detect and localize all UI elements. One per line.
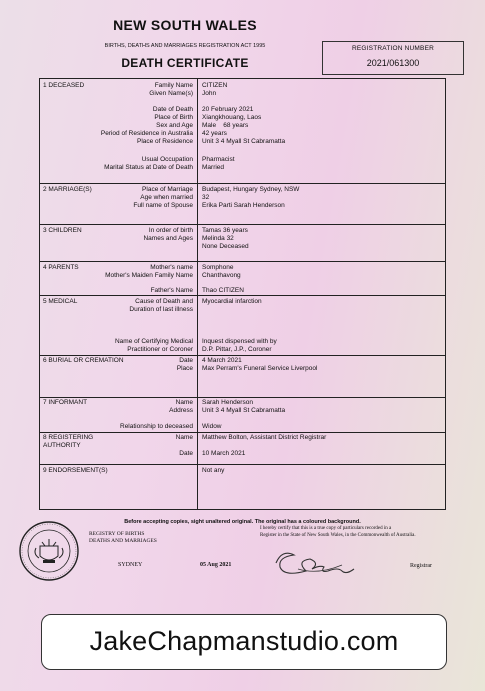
column-divider: [197, 79, 198, 509]
registration-date-label: Date: [179, 450, 193, 457]
father-name-label: Father's Name: [150, 287, 193, 294]
section-marriage-heading: 2 MARRIAGE(S): [43, 186, 92, 193]
section-parents-heading: 4 PARENTS: [43, 264, 79, 271]
illness-duration-label: Duration of last illness: [129, 306, 193, 313]
section-divider: [40, 295, 445, 296]
registrar-name-label: Name: [175, 434, 193, 441]
children-order-label: In order of birth: [148, 227, 193, 234]
place-of-birth-label: Place of Birth: [154, 114, 193, 121]
section-informant-heading: 7 INFORMANT: [43, 399, 88, 406]
section-deceased-heading: 1 DECEASED: [43, 82, 85, 89]
certifying-label: Name of Certifying Medical: [114, 338, 193, 345]
section-medical-heading: 5 MEDICAL: [43, 298, 78, 305]
place-of-residence-label: Place of Residence: [136, 138, 193, 145]
section-divider: [40, 432, 445, 433]
section-divider: [40, 355, 445, 356]
date-of-death-label: Date of Death: [152, 106, 193, 113]
burial-place-label: Place: [176, 365, 193, 372]
registrar-name-value: Matthew Bolton, Assistant District Registrar: [202, 434, 327, 441]
child-line: Melinda 32: [202, 235, 234, 242]
given-names-value: John: [202, 90, 217, 97]
informant-name-value: Sarah Henderson: [202, 399, 253, 406]
act-line: BIRTHS, DEATHS AND MARRIAGES REGISTRATION ACT 1995: [104, 43, 266, 49]
registration-date-value: 10 March 2021: [202, 450, 246, 457]
place-of-residence-value: Unit 3 4 Myall St Cabramatta: [202, 138, 286, 145]
informant-address-value: Unit 3 4 Myall St Cabramatta: [202, 407, 286, 414]
child-line: None Deceased: [202, 243, 249, 250]
marital-status-label: Marital Status at Date of Death: [104, 164, 193, 171]
registrar-label: Registrar: [410, 563, 432, 569]
section-divider: [40, 464, 445, 465]
section-burial-heading: 6 BURIAL OR CREMATION: [43, 357, 124, 364]
relationship-value: Widow: [202, 423, 222, 430]
informant-address-label: Address: [169, 407, 193, 414]
section-registering-heading: 8 REGISTERING: [43, 434, 94, 441]
certifying-value: Inquest dispensed with by: [202, 338, 277, 345]
registration-box: [322, 41, 464, 75]
watermark-banner: [41, 614, 447, 670]
residence-period-value: 42 years: [202, 130, 227, 137]
date-of-death-value: 20 February 2021: [202, 106, 254, 113]
certificate-table: [39, 78, 446, 510]
section-endorsements-heading: 9 ENDORSEMENT(S): [43, 467, 108, 474]
watermark-text: JakeChapmanstudio.com: [89, 626, 399, 656]
residence-period-label: Period of Residence in Australia: [100, 130, 193, 137]
section-divider: [40, 261, 445, 262]
issue-date: 05 Aug 2021: [200, 562, 232, 568]
certifying-value: D.P. Pittar, J.P., Coroner: [202, 346, 272, 353]
given-names-label: Given Name(s): [149, 90, 193, 97]
authenticity-note: Before accepting copies, sight unaltered original. The original has a coloured background.: [124, 519, 361, 525]
father-name-value: Thao CITIZEN: [202, 287, 244, 294]
section-divider: [40, 183, 445, 184]
certificate-title: DEATH CERTIFICATE: [121, 56, 249, 70]
mother-maiden-label: Mother's Maiden Family Name: [105, 272, 193, 279]
children-names-label: Names and Ages: [143, 235, 193, 242]
occupation-value: Pharmacist: [202, 156, 235, 163]
registry-name: REGISTRY OF BIRTHS DEATHS AND MARRIAGES: [89, 531, 157, 544]
marital-status-value: Married: [202, 164, 225, 171]
section-divider: [40, 224, 445, 225]
family-name-value: CITIZEN: [202, 82, 228, 89]
section-children-heading: 3 CHILDREN: [43, 227, 82, 234]
child-line: Tamas 36 years: [202, 227, 248, 234]
marriage-age-value: 32: [202, 194, 210, 201]
cause-of-death-label: Cause of Death and: [135, 298, 193, 305]
registrar-signature-icon: [268, 543, 366, 579]
spouse-value: Erika Parti Sarah Henderson: [202, 202, 285, 209]
state-heading: NEW SOUTH WALES: [113, 17, 257, 33]
certifying-label: Practitioner or Coroner: [127, 346, 193, 353]
cause-of-death-value: Myocardial infarction: [202, 298, 262, 305]
sex-age-label: Sex and Age: [156, 122, 193, 129]
marriage-place-label: Place of Marriage: [142, 186, 193, 193]
spouse-label: Full name of Spouse: [133, 202, 193, 209]
mother-maiden-value: Chanthavong: [202, 272, 241, 279]
burial-place-value: Max Perram's Funeral Service Liverpool: [202, 365, 318, 372]
burial-date-label: Date: [179, 357, 193, 364]
registration-number: 2021/061300: [366, 58, 420, 68]
sex-age-value: Male 68 years: [202, 122, 249, 129]
occupation-label: Usual Occupation: [141, 156, 193, 163]
mother-name-value: Somphone: [202, 264, 234, 271]
issue-city: SYDNEY: [118, 562, 143, 568]
family-name-label: Family Name: [154, 82, 193, 89]
certification-text: I hereby certify that this is a true copy of particulars recorded in a Register in the State of New South Wales, in the Commonwealth of Australia.: [260, 526, 416, 538]
marriage-place-value: Budapest, Hungary Sydney, NSW: [202, 186, 300, 193]
relationship-label: Relationship to deceased: [120, 423, 193, 430]
marriage-age-label: Age when married: [140, 194, 193, 201]
registry-seal-icon: [18, 520, 80, 582]
place-of-birth-value: Xiangkhouang, Laos: [202, 114, 262, 121]
endorsements-value: Not any: [202, 467, 225, 474]
informant-name-label: Name: [175, 399, 193, 406]
mother-name-label: Mother's name: [150, 264, 193, 271]
section-divider: [40, 397, 445, 398]
burial-date-value: 4 March 2021: [202, 357, 242, 364]
section-registering-heading: AUTHORITY: [43, 442, 81, 449]
registration-label: REGISTRATION NUMBER: [351, 45, 435, 52]
